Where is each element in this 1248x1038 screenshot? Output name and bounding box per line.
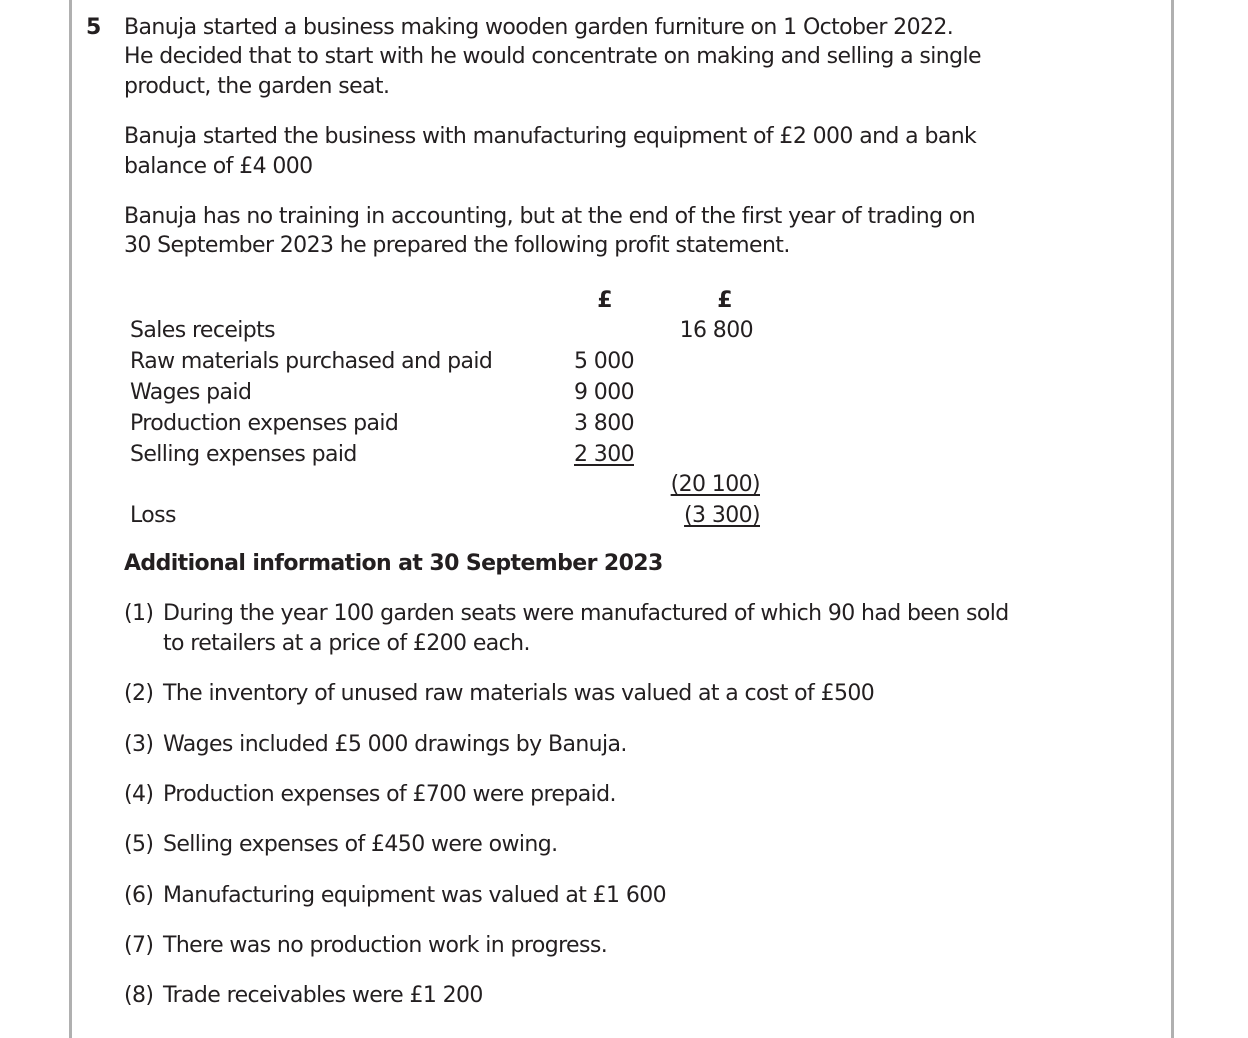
row-c2-total: (20 100) [670, 472, 760, 497]
item-number: (7) [124, 933, 154, 958]
page-border-right [1171, 0, 1174, 1038]
item-text: to retailers at a price of £200 each. [163, 631, 530, 656]
row-label: Sales receipts [130, 318, 276, 343]
item-text: Trade receivables were £1 200 [163, 983, 483, 1008]
row-c2-loss: (3 300) [684, 503, 760, 528]
row-c2: 16 800 [679, 318, 753, 343]
intro-line: Banuja started a business making wooden garden furniture on 1 October 2022. [124, 15, 954, 40]
row-label: Wages paid [130, 380, 252, 405]
item-text: The inventory of unused raw materials was valued at a cost of £500 [163, 681, 875, 706]
item-text: Manufacturing equipment was valued at £1 600 [163, 883, 667, 908]
row-label: Selling expenses paid [130, 442, 357, 467]
item-number: (2) [124, 681, 154, 706]
item-number: (4) [124, 782, 154, 807]
item-text: During the year 100 garden seats were manufactured of which 90 had been sold [163, 601, 1009, 626]
row-c1: 5 000 [574, 349, 634, 374]
col1-header: £ [597, 288, 612, 313]
para3-line: Banuja has no training in accounting, but at the end of the first year of trading on [124, 204, 976, 229]
para3-line: 30 September 2023 he prepared the following profit statement. [124, 233, 790, 258]
row-c1: 9 000 [574, 380, 634, 405]
item-text: Wages included £5 000 drawings by Banuja. [163, 732, 627, 757]
para2-line: Banuja started the business with manufacturing equipment of £2 000 and a bank [124, 124, 977, 149]
item-number: (1) [124, 601, 154, 626]
intro-line: He decided that to start with he would concentrate on making and selling a single [124, 44, 981, 69]
item-number: (3) [124, 732, 154, 757]
item-text: Production expenses of £700 were prepaid. [163, 782, 616, 807]
item-text: Selling expenses of £450 were owing. [163, 832, 558, 857]
item-number: (5) [124, 832, 154, 857]
para2-line: balance of £4 000 [124, 154, 313, 179]
page-border-left [69, 0, 72, 1038]
intro-line: product, the garden seat. [124, 74, 390, 99]
additional-heading: Additional information at 30 September 2023 [124, 551, 663, 576]
item-number: (6) [124, 883, 154, 908]
row-label: Raw materials purchased and paid [130, 349, 493, 374]
row-label: Production expenses paid [130, 411, 399, 436]
row-label-loss: Loss [130, 503, 176, 528]
item-number: (8) [124, 983, 154, 1008]
row-c1: 3 800 [574, 411, 634, 436]
row-c1: 2 300 [574, 442, 634, 467]
item-text: There was no production work in progress. [163, 933, 608, 958]
question-number: 5 [86, 15, 101, 40]
col2-header: £ [717, 288, 732, 313]
